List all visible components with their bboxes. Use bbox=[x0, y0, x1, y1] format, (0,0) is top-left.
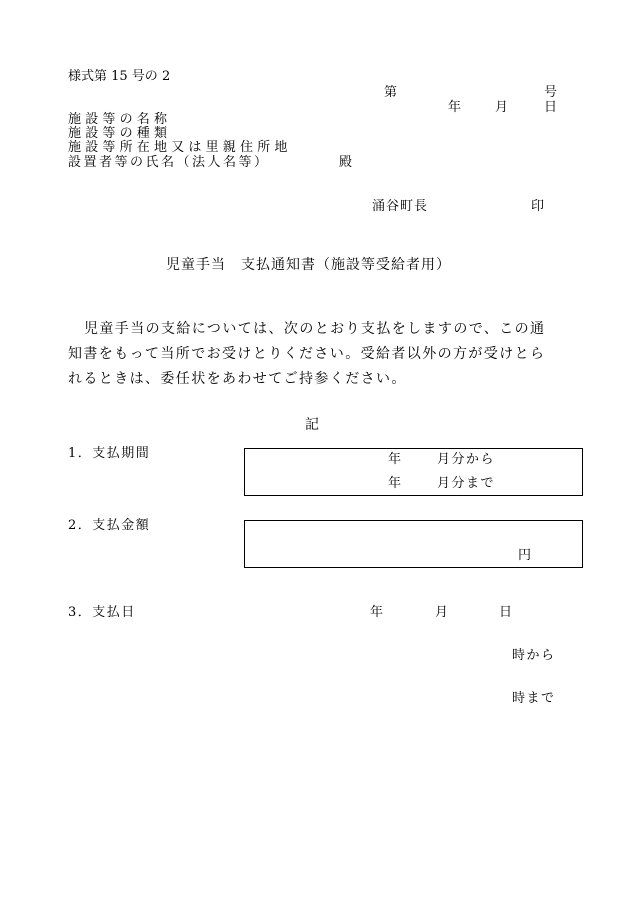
payment-amount-label: 2．支払金額 bbox=[68, 518, 151, 533]
payment-period-box bbox=[244, 448, 583, 496]
issuer-seal: 印 bbox=[531, 199, 545, 214]
period-from-year: 年 bbox=[388, 452, 402, 467]
facility-address-label: 施設等所在地又は里親住所地 bbox=[68, 140, 292, 155]
body-line-1: 児童手当の支給については、次のとおり支払をしますので、この通 bbox=[84, 321, 546, 337]
issue-date-year: 年 bbox=[448, 100, 462, 115]
form-number: 様式第 15 号の 2 bbox=[68, 69, 171, 84]
payment-date-month: 月 bbox=[435, 605, 449, 620]
document-title: 児童手当 支払通知書（施設等受給者用） bbox=[166, 257, 451, 273]
doc-number-prefix: 第 bbox=[384, 85, 398, 100]
payment-date-label: 3．支払日 bbox=[68, 605, 136, 620]
body-line-2: 知書をもって当所でお受けとりください。受給者以外の方が受けとら bbox=[68, 346, 546, 362]
period-to-year: 年 bbox=[388, 476, 402, 491]
period-from-month: 月分から bbox=[437, 452, 496, 467]
issue-date-day: 日 bbox=[544, 100, 558, 115]
founder-name-label: 設置者等の氏名（法人名等） bbox=[68, 155, 270, 170]
doc-number-suffix: 号 bbox=[544, 85, 558, 100]
payment-time-to: 時まで bbox=[512, 691, 556, 706]
payment-date-day: 日 bbox=[499, 605, 513, 620]
issuer-name: 涌谷町長 bbox=[372, 199, 429, 214]
payment-time-from: 時から bbox=[512, 648, 556, 663]
amount-unit: 円 bbox=[518, 548, 532, 563]
payment-amount-box bbox=[244, 520, 583, 568]
payment-date-year: 年 bbox=[370, 605, 384, 620]
issue-date-month: 月 bbox=[495, 100, 509, 115]
period-to-month: 月分まで bbox=[437, 476, 496, 491]
facility-type-label: 施設等の種類 bbox=[68, 126, 172, 141]
honorific: 殿 bbox=[339, 155, 353, 170]
facility-name-label: 施設等の名称 bbox=[68, 112, 172, 127]
ki-heading: 記 bbox=[305, 417, 319, 433]
payment-period-label: 1．支払期間 bbox=[68, 446, 151, 461]
body-line-3: れるときは、委任状をあわせてご持参ください。 bbox=[68, 371, 407, 387]
